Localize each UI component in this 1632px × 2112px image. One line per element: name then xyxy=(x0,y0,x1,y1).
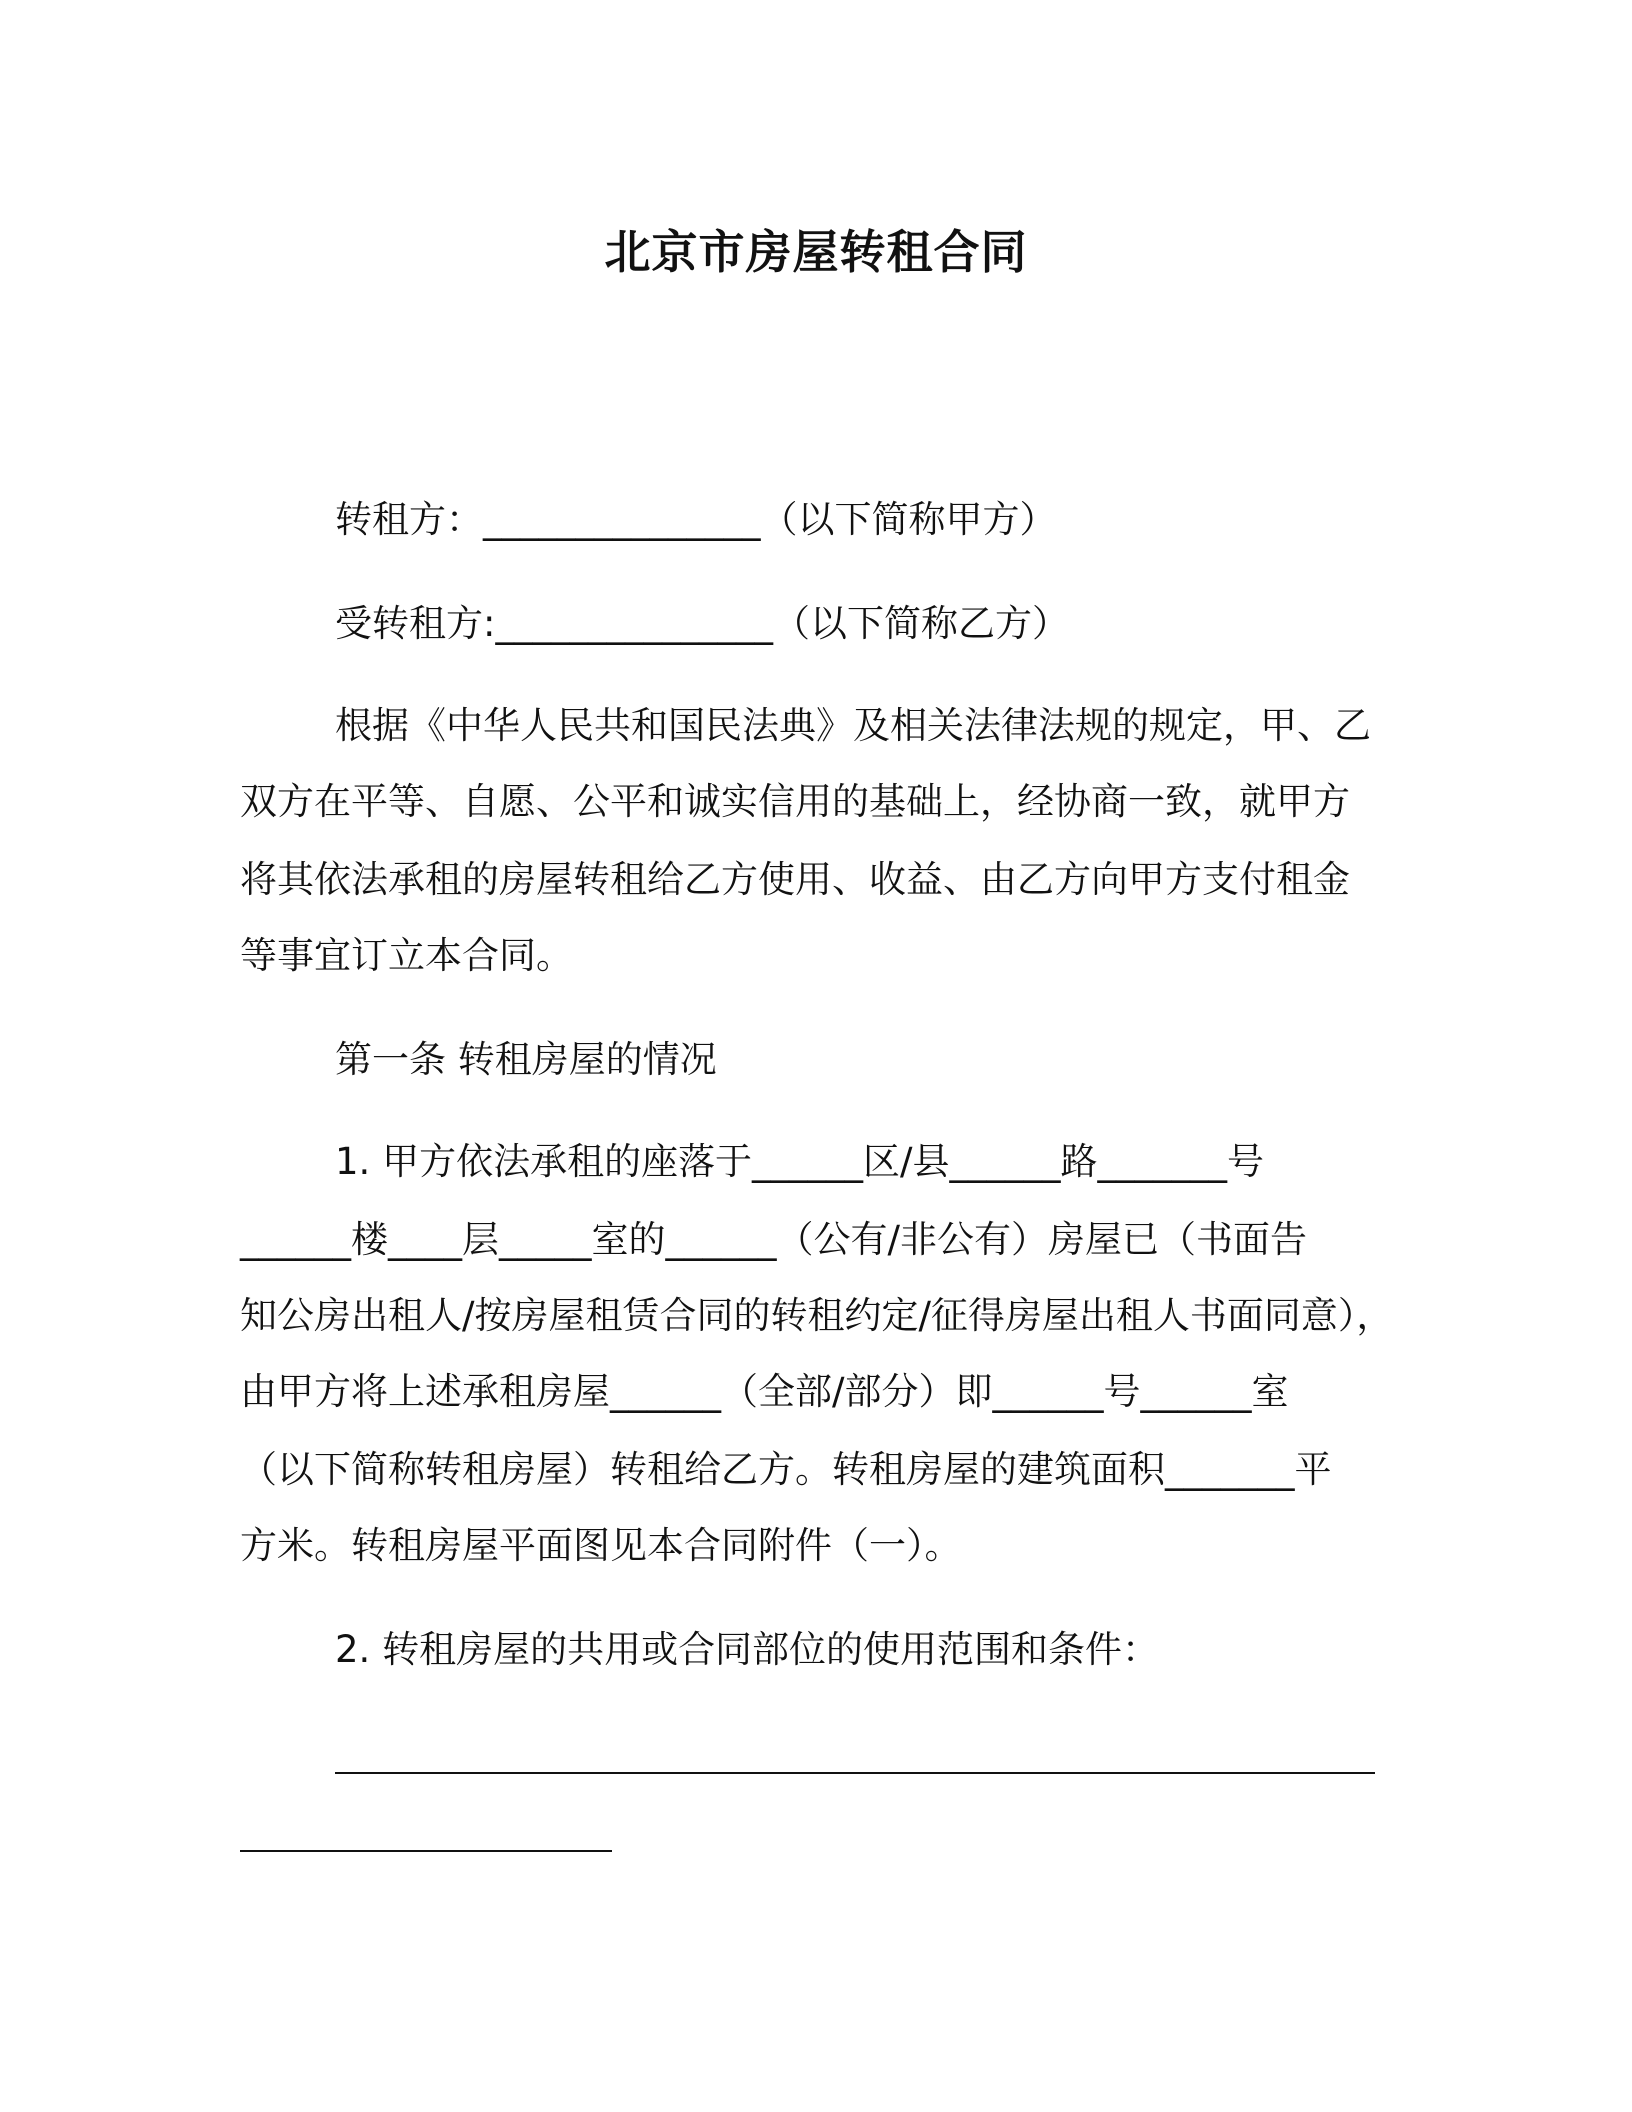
item-1-line-2: ______楼____层_____室的______（公有/非公有）房屋已（书面告 xyxy=(240,1218,1307,1261)
preamble-line-3: 将其依法承租的房屋转租给乙方使用、收益、由乙方向甲方支付租金 xyxy=(240,858,1350,901)
article-1-heading: 第一条 转租房屋的情况 xyxy=(335,1038,717,1081)
sublessor-line: 转租方：_______________（以下简称甲方） xyxy=(335,498,1057,541)
preamble-line-1: 根据《中华人民共和国民法典》及相关法律法规的规定，甲、乙 xyxy=(335,704,1371,747)
document-title: 北京市房屋转租合同 xyxy=(604,225,1028,279)
item-1-line-3: 知公房出租人/按房屋租赁合同的转租约定/征得房屋出租人书面同意）， xyxy=(240,1294,1394,1337)
item-1-line-4: 由甲方将上述承租房屋______（全部/部分）即______号______室 xyxy=(240,1370,1289,1413)
item-1-line-5: （以下简称转租房屋）转租给乙方。转租房屋的建筑面积_______平 xyxy=(240,1448,1332,1491)
item-1-line-6: 方米。转租房屋平面图见本合同附件（一）。 xyxy=(240,1524,962,1567)
item-1-line-1: 1. 甲方依法承租的座落于______区/县______路_______号 xyxy=(335,1140,1265,1183)
fill-in-blank-line-2 xyxy=(240,1850,612,1852)
sublessee-line: 受转租方:_______________（以下简称乙方） xyxy=(335,602,1069,645)
preamble-line-2: 双方在平等、自愿、公平和诚实信用的基础上，经协商一致，就甲方 xyxy=(240,780,1350,823)
item-2-line-1: 2. 转租房屋的共用或合同部位的使用范围和条件： xyxy=(335,1628,1160,1671)
preamble-line-4: 等事宜订立本合同。 xyxy=(240,934,573,977)
fill-in-blank-line-1 xyxy=(335,1772,1375,1774)
